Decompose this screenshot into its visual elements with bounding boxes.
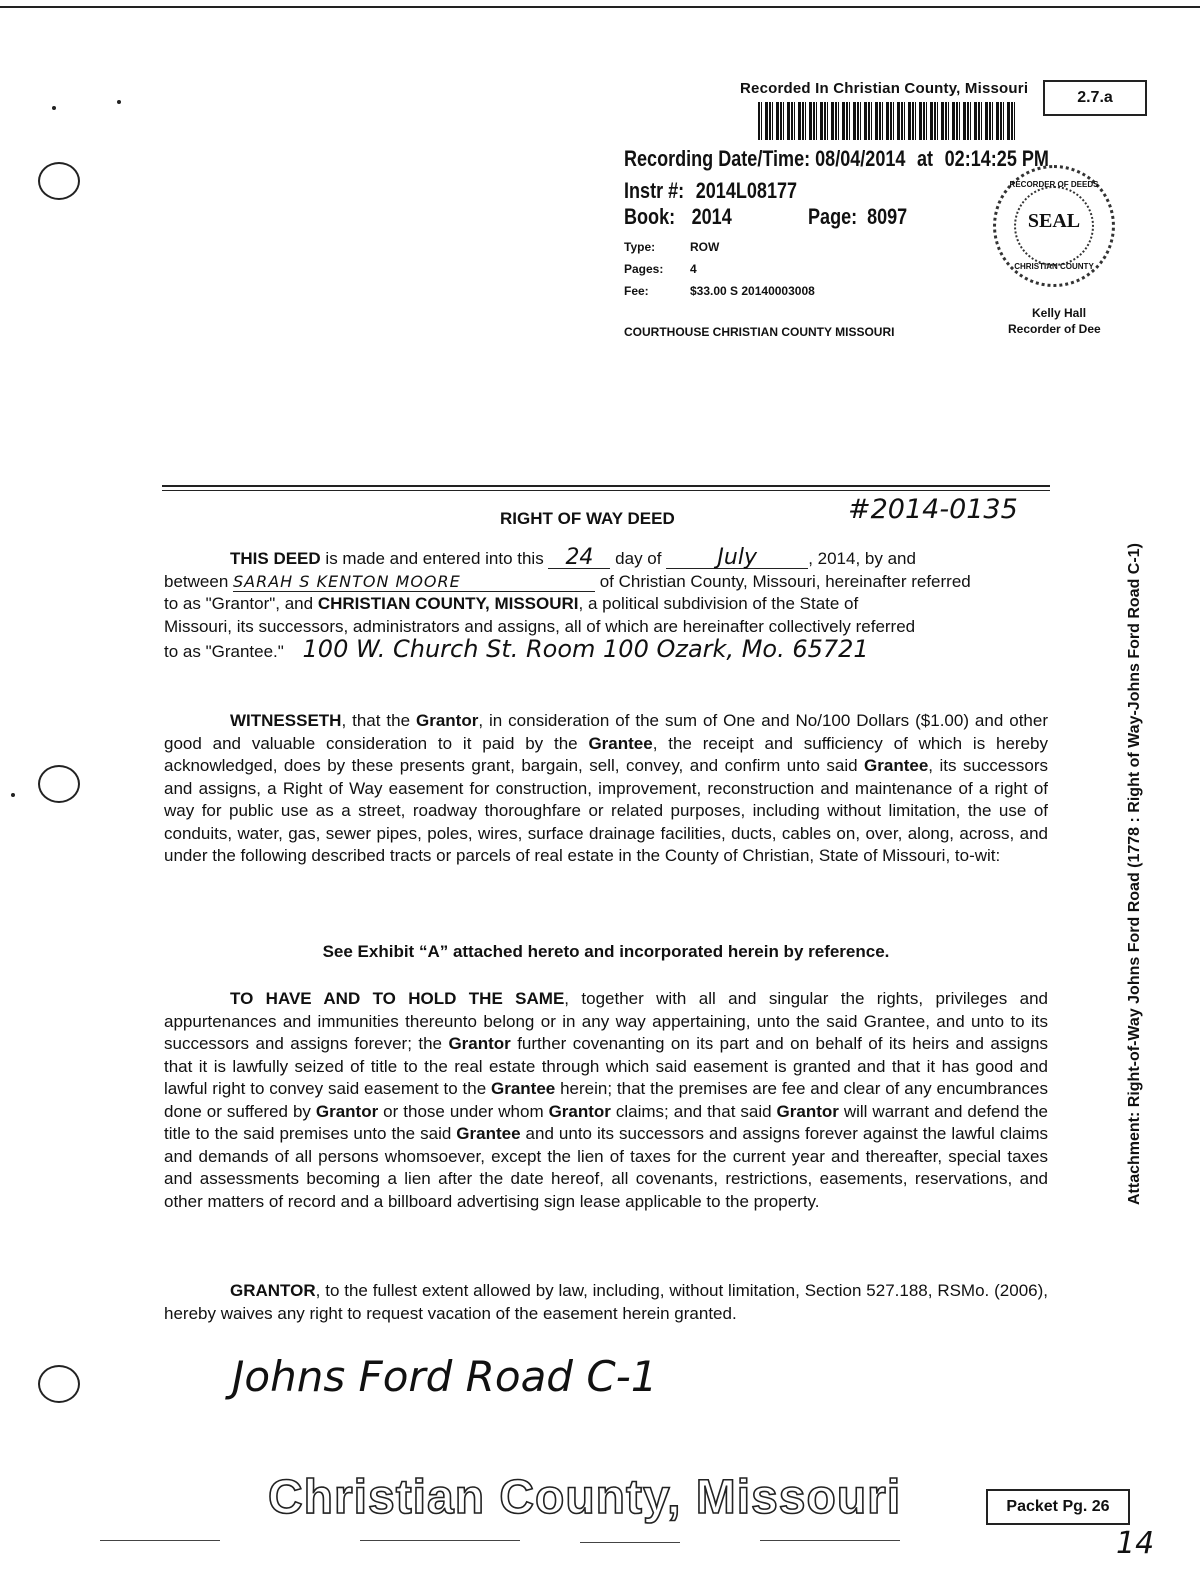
seal-top-text: RECORDER OF DEEDS <box>1009 180 1099 189</box>
intro-text: of Christian County, Missouri, hereinafter referred <box>595 571 971 591</box>
recorder-name: Kelly Hall <box>1032 306 1087 320</box>
at-label: at <box>917 146 934 171</box>
intro-line-2 <box>164 571 1048 594</box>
intro-text: , 2014, by and <box>808 549 916 568</box>
intro-text: between <box>164 571 233 591</box>
speck <box>52 106 56 110</box>
footer-brand: Christian County, Missouri <box>268 1471 902 1524</box>
witnesseth-text: , that the <box>341 711 416 730</box>
waiver-paragraph <box>164 1280 1048 1325</box>
habendum-text: herein; that the premises are fee and clear of any encumbrances done or suffered by <box>164 1079 1048 1121</box>
footer-dash <box>100 1540 220 1541</box>
handwritten-address: 100 W. Church St. Room 100 Ozark, Mo. 65721 <box>302 635 869 663</box>
intro-line-1 <box>164 545 1048 571</box>
hole-punch-top <box>38 162 80 200</box>
recorder-title: Recorder of Dee <box>1008 322 1101 336</box>
footer-dash <box>760 1540 900 1541</box>
intro-lead: THIS DEED <box>230 549 321 568</box>
page-label: Page: <box>808 204 858 229</box>
intro-text: is made and entered into this <box>320 549 549 568</box>
waiver-text: , to the fullest extent allowed by law, including, without limitation, Section 527.188, RSMo. (2006), hereby waives any right to request vacation of the easement herein granted. <box>164 1281 1048 1323</box>
handwritten-page-mark: 14 <box>1116 1526 1155 1561</box>
witnesseth-grantee: Grantee <box>864 756 929 775</box>
title-rule <box>162 485 1050 487</box>
habendum-grantee: Grantee <box>456 1124 521 1143</box>
handwritten-road-name: Johns Ford Road C-1 <box>232 1352 658 1401</box>
footer-dash <box>580 1542 680 1543</box>
footer-dash <box>360 1540 520 1541</box>
habendum-grantor: Grantor <box>315 1101 379 1121</box>
book-value: 2014 <box>691 204 732 229</box>
intro-text: day of <box>610 549 667 568</box>
witnesseth-lead: WITNESSETH <box>230 711 342 730</box>
page-line <box>808 204 907 230</box>
instr-line <box>624 178 797 204</box>
county-bold: CHRISTIAN COUNTY, MISSOURI <box>317 594 579 613</box>
intro-line-3 <box>164 593 1048 616</box>
exhibit-line: See Exhibit “A” attached hereto and incorporated herein by reference. <box>322 942 890 961</box>
habendum-paragraph <box>164 988 1048 1213</box>
intro-paragraph <box>164 545 1048 664</box>
type-label: Type: <box>624 240 656 254</box>
type-value: ROW <box>690 240 720 254</box>
intro-text: Missouri, its successors, administrators and assigns, all of which are hereinafter collectively referred <box>164 616 916 636</box>
recording-datetime <box>624 146 1049 172</box>
document-title: RIGHT OF WAY DEED <box>500 509 675 528</box>
courthouse-label: COURTHOUSE CHRISTIAN COUNTY MISSOURI <box>624 325 895 339</box>
intro-text: , a political subdivision of the State of <box>578 594 859 613</box>
habendum-text: further covenanting on its part and on behalf of its heirs and assigns that it is lawfully seized of title to the real estate through which said easement is granted and that it has good and lawful right to convey said easement to the <box>164 1034 1048 1098</box>
pages-value: 4 <box>690 262 697 276</box>
recording-label: Recording Date/Time: <box>624 146 811 171</box>
book-label: Book: <box>624 204 676 229</box>
packet-page-box: Packet Pg. 26 <box>986 1489 1130 1525</box>
handwritten-month: July <box>666 548 808 569</box>
barcode-icon <box>758 102 1016 140</box>
intro-text: to as "Grantee." <box>164 642 284 661</box>
hole-punch-middle <box>38 765 80 803</box>
intro-line-5 <box>164 635 1048 664</box>
habendum-text: and unto its successors and assigns forever against the lawful claims and demands of all persons whomsoever, except the lien of taxes for the current year and thereafter, special taxes and assessments becoming a lien after the date hereof, all covenants, restrictions, easements, reservations, and other matters of record and a billboard advertising sign lease applicable to the property. <box>164 1124 1048 1211</box>
waiver-lead: GRANTOR <box>230 1281 316 1300</box>
fee-label: Fee: <box>624 284 649 298</box>
handwritten-number: #2014-0135 <box>848 494 1018 525</box>
habendum-grantor: Grantor <box>776 1101 839 1121</box>
habendum-lead: TO HAVE AND TO HOLD THE SAME <box>230 989 565 1008</box>
title-rule-2 <box>162 490 1050 491</box>
handwritten-day: 24 <box>548 548 610 569</box>
recorded-in-label: Recorded In Christian County, Missouri <box>740 80 1029 97</box>
seal-text: SEAL <box>1027 210 1081 232</box>
witnesseth-grantee: Grantee <box>588 733 653 753</box>
habendum-grantor: Grantor <box>548 1101 611 1121</box>
witnesseth-text: , the receipt and sufficiency of which is hereby acknowledged, does by these presents grant, bargain, sell, convey, and confirm unto said <box>164 733 1048 775</box>
fee-value: $33.00 S 20140003008 <box>690 284 815 298</box>
hole-punch-bottom <box>38 1365 80 1403</box>
witnesseth-text: , in consideration of the sum of One and No/100 Dollars ($1.00) and other good and valuable consideration to it paid by the <box>164 711 1048 753</box>
top-border-line <box>0 6 1200 8</box>
habendum-grantor: Grantor <box>448 1034 511 1053</box>
speck <box>11 793 15 797</box>
habendum-text: will warrant and defend the title to the said premises unto the said <box>164 1101 1048 1143</box>
item-code-box: 2.7.a <box>1043 80 1147 116</box>
side-attachment-label: Attachment: Right-of-Way Johns Ford Road (1778 : Right of Way-Johns Ford Road C-1) <box>1126 543 1143 1205</box>
pages-label: Pages: <box>624 262 664 276</box>
speck <box>117 100 121 104</box>
seal-bottom-text: CHRISTIAN COUNTY <box>1014 262 1094 271</box>
habendum-text: or those under whom <box>378 1101 549 1121</box>
habendum-grantee: Grantee <box>491 1079 556 1098</box>
recording-date: 08/04/2014 <box>815 146 906 171</box>
intro-text: to as "Grantor", and <box>164 594 318 613</box>
habendum-text: claims; and that said <box>610 1101 777 1121</box>
recording-time: 02:14:25 PM <box>944 146 1049 171</box>
witnesseth-grantor: Grantor <box>416 711 479 730</box>
witnesseth-paragraph <box>164 710 1048 868</box>
instr-number: 2014L08177 <box>695 178 798 203</box>
recorder-seal-icon <box>993 165 1115 287</box>
witnesseth-text: , its successors and assigns, a Right of Way easement for construction, improvement, reconstruction and maintenance of a right of way for public use as a street, roadway thoroughfare or related purposes, including without limitation, the use of conduits, water, gas, sewer pipes, poles, wires, surface drainage facilities, ducts, cables on, over, along, across, and under the following described tracts or parcels of real estate in the County of Christian, State of Missouri, to-wit: <box>164 756 1048 865</box>
book-line <box>624 204 732 230</box>
instr-label: Instr #: <box>624 178 685 203</box>
handwritten-grantor-name: SARAH S KENTON MOORE <box>233 573 595 592</box>
page-value: 8097 <box>867 204 908 229</box>
habendum-text: , together with all and singular the rights, privileges and appurtenances and immunities thereunto belong or in any way appertaining, unto the said Grantee, and unto to its successors and assigns forever; the <box>164 989 1048 1053</box>
